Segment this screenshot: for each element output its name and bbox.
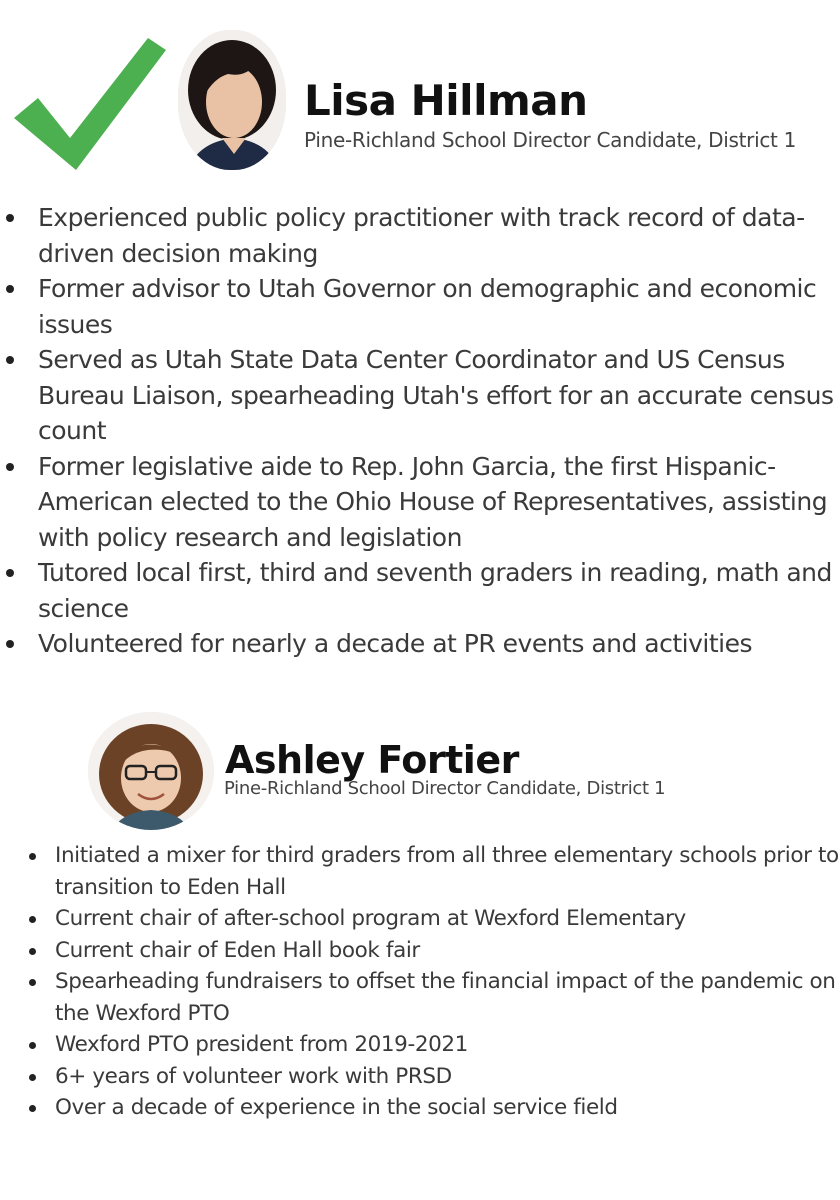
candidate1-bullet-list bbox=[0, 200, 840, 662]
list-item: Former advisor to Utah Governor on demographic and economic issues bbox=[0, 271, 840, 342]
list-item: Wexford PTO president from 2019-2021 bbox=[0, 1029, 840, 1061]
candidate-name: Lisa Hillman bbox=[304, 76, 588, 125]
list-item: Current chair of Eden Hall book fair bbox=[0, 935, 840, 967]
list-item: Current chair of after-school program at Wexford Elementary bbox=[0, 903, 840, 935]
list-item: Former legislative aide to Rep. John Garcia, the first Hispanic-American elected to the Ohio House of Representatives, assisting with policy research and legislation bbox=[0, 449, 840, 556]
candidate-subtitle: Pine-Richland School Director Candidate, District 1 bbox=[304, 128, 797, 152]
list-item: Served as Utah State Data Center Coordinator and US Census Bureau Liaison, spearheading Utah's effort for an accurate census count bbox=[0, 342, 840, 449]
list-item: 6+ years of volunteer work with PRSD bbox=[0, 1061, 840, 1093]
list-item: Experienced public policy practitioner with track record of data-driven decision making bbox=[0, 200, 840, 271]
candidate-subtitle: Pine-Richland School Director Candidate, District 1 bbox=[224, 778, 666, 799]
list-item: Initiated a mixer for third graders from all three elementary schools prior to transition to Eden Hall bbox=[0, 840, 840, 903]
list-item: Tutored local first, third and seventh graders in reading, math and science bbox=[0, 555, 840, 626]
list-item: Over a decade of experience in the social service field bbox=[0, 1092, 840, 1124]
checkmark-icon bbox=[8, 30, 168, 175]
candidate2-bullet-list bbox=[0, 840, 840, 1124]
list-item: Volunteered for nearly a decade at PR events and activities bbox=[0, 626, 840, 662]
candidate-photo-ashley-fortier bbox=[88, 712, 214, 830]
list-item: Spearheading fundraisers to offset the financial impact of the pandemic on the Wexford PTO bbox=[0, 966, 840, 1029]
candidate-photo-lisa-hillman bbox=[178, 30, 286, 170]
candidate-name: Ashley Fortier bbox=[225, 738, 519, 782]
